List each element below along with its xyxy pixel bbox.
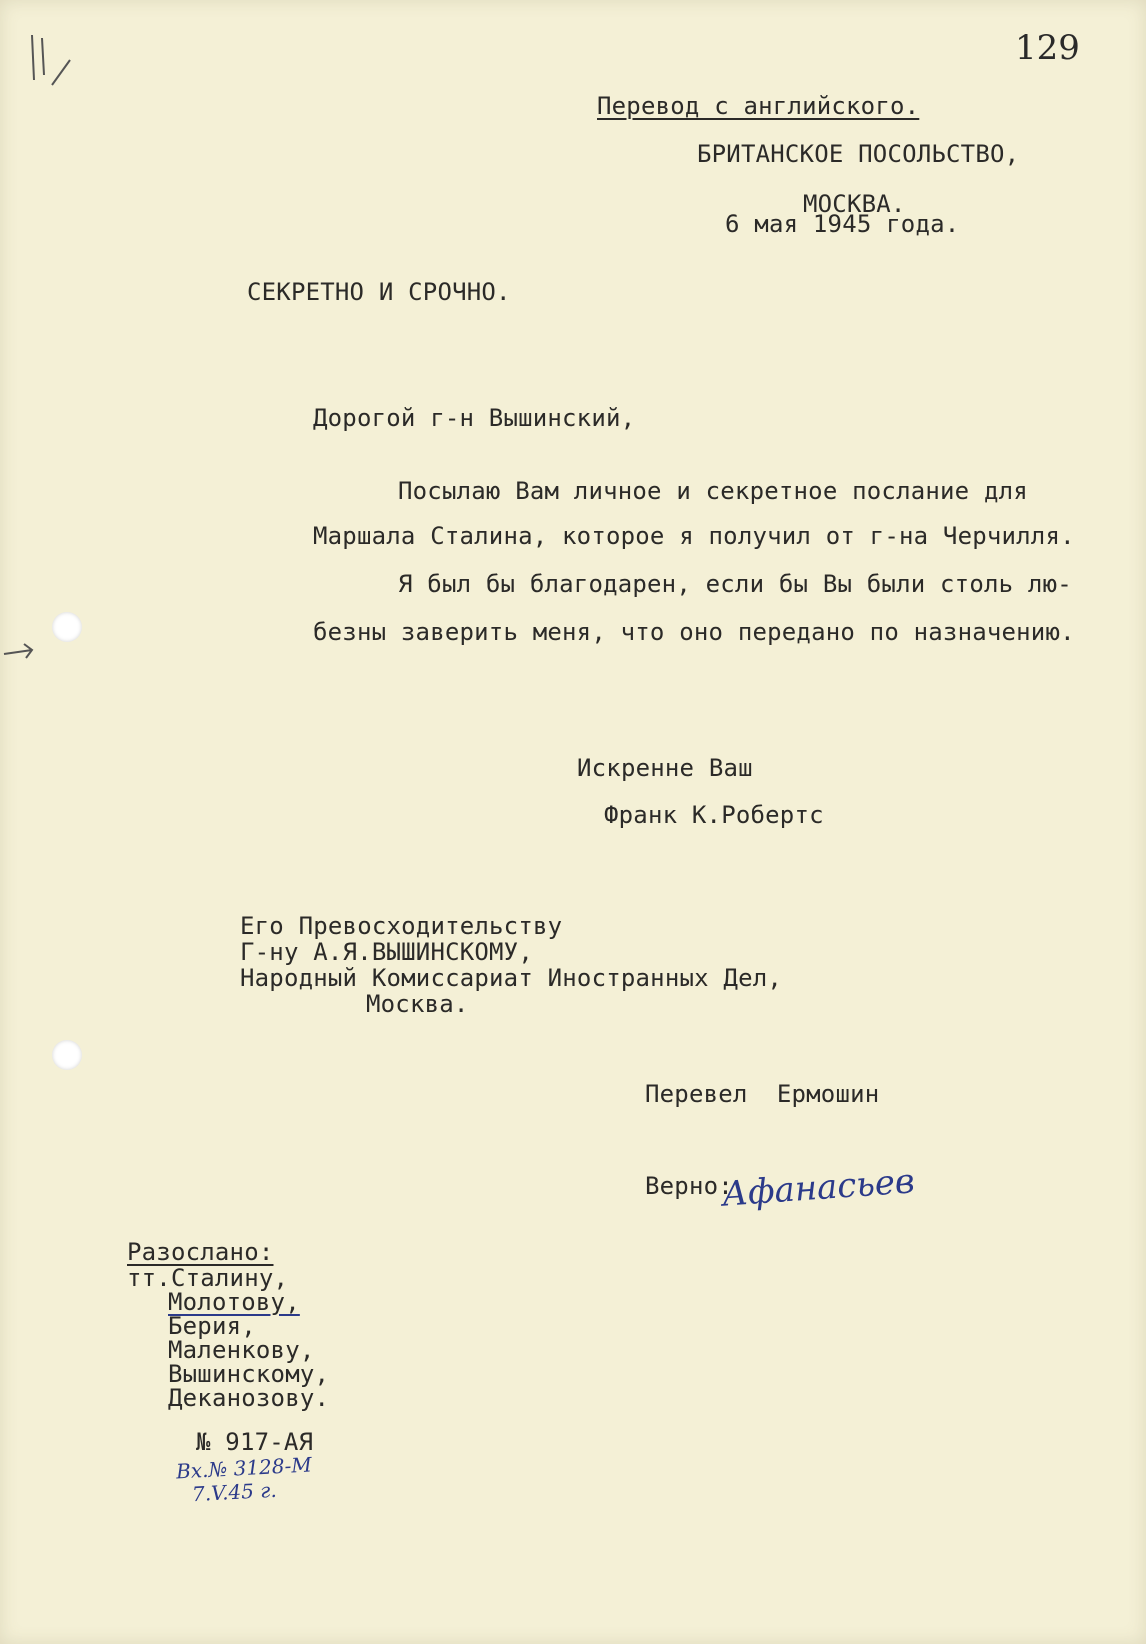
- addressee-line: Народный Комиссариат Иностранных Дел,: [240, 964, 783, 992]
- translator-note: Перевел Ермошин: [645, 1080, 880, 1108]
- translation-note: Перевод с английского.: [597, 92, 920, 120]
- addressee-line: Его Превосходительству: [240, 912, 563, 940]
- distribution-recipient: Вышинскому,: [168, 1360, 330, 1388]
- addressee-line: Г-ну А.Я.ВЫШИНСКОМУ,: [240, 938, 533, 966]
- body-line: Посылаю Вам личное и секретное послание для: [398, 477, 1028, 505]
- city-name: МОСКВА.: [803, 190, 906, 218]
- body-line: Я был бы благодарен, если бы Вы были столь лю-: [398, 570, 1072, 598]
- page-number: 129: [1015, 28, 1080, 68]
- margin-pencil-mark-icon: [22, 30, 82, 90]
- classification-label: СЕКРЕТНО И СРОЧНО.: [247, 278, 511, 306]
- signature: Франк К.Робертс: [604, 801, 824, 829]
- verified-signature: Афанасьев: [720, 1161, 916, 1215]
- embassy-name: БРИТАНСКОЕ ПОСОЛЬСТВО,: [697, 140, 1020, 168]
- distribution-recipient: тт.Сталину,: [127, 1264, 289, 1292]
- punch-hole-top: [52, 612, 82, 642]
- addressee-line: Москва.: [366, 990, 469, 1018]
- verified-label: Верно:: [645, 1172, 733, 1200]
- distribution-title: Разослано:: [127, 1238, 274, 1266]
- closing: Искренне Ваш: [577, 754, 753, 782]
- greeting: Дорогой г-н Вышинский,: [313, 404, 636, 432]
- distribution-recipient: Молотову,: [168, 1288, 300, 1316]
- distribution-recipient: Маленкову,: [168, 1336, 315, 1364]
- incoming-registration-date: 7.V.45 г.: [191, 1477, 278, 1507]
- body-line: Маршала Сталина, которое я получил от г-на Черчилля.: [313, 522, 1075, 550]
- margin-arrow-mark-icon: [0, 640, 40, 670]
- incoming-registration-note: Вх.№ 3128-М: [175, 1452, 313, 1484]
- distribution-recipient: Деканозову.: [168, 1384, 330, 1412]
- body-line: безны заверить меня, что оно передано по назначению.: [313, 618, 1075, 646]
- document-number: № 917-АЯ: [196, 1428, 314, 1456]
- letter-date: 6 мая 1945 года.: [725, 210, 960, 238]
- punch-hole-bottom: [52, 1040, 82, 1070]
- distribution-recipient: Берия,: [168, 1312, 256, 1340]
